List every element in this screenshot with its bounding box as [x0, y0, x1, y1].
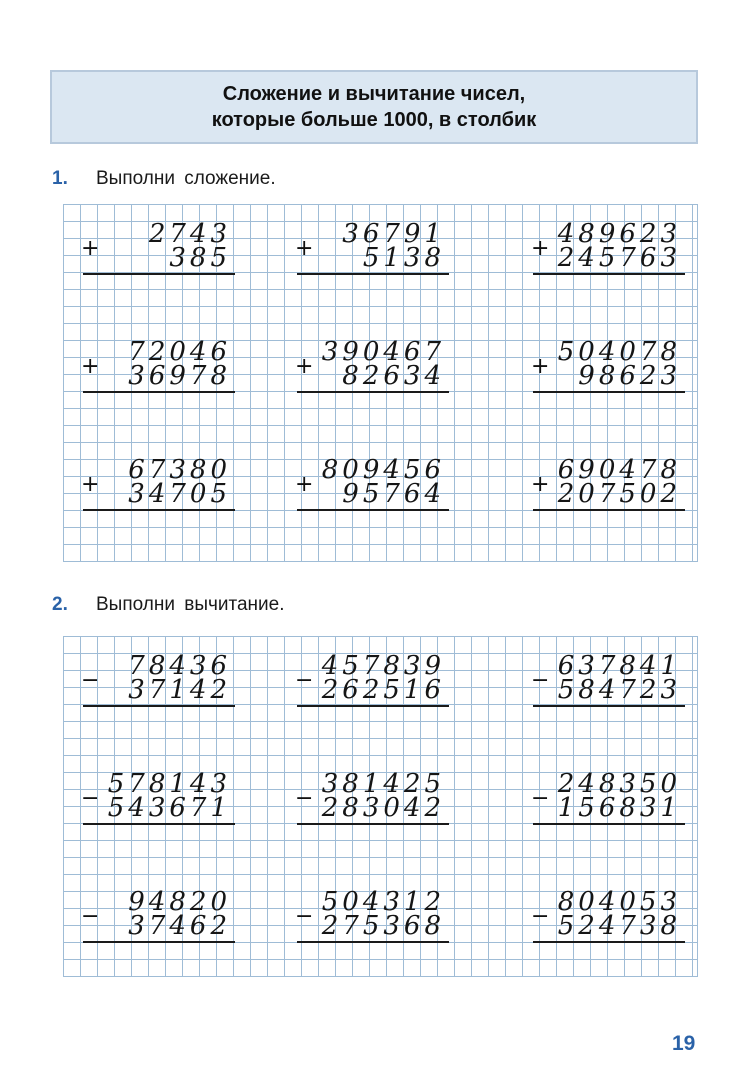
second-number: 245763 [557, 243, 681, 273]
problem-1-9 [531, 455, 681, 512]
problem-2-6 [531, 769, 681, 826]
first-number: 578143 [107, 769, 231, 799]
result-line [297, 509, 449, 511]
problem-1-6 [531, 337, 681, 394]
operator-sign: + [531, 236, 550, 261]
second-number: 36978 [128, 361, 231, 391]
result-line [297, 941, 449, 943]
result-line [533, 823, 685, 825]
operator-sign: − [81, 904, 100, 929]
operator-sign: − [531, 904, 550, 929]
result-line [83, 273, 235, 275]
task-1-grid [63, 204, 698, 562]
first-number: 67380 [128, 455, 231, 485]
first-number: 381425 [321, 769, 445, 799]
first-number: 809456 [321, 455, 445, 485]
operator-sign: − [531, 668, 550, 693]
second-number: 82634 [342, 361, 445, 391]
first-number: 504312 [321, 887, 445, 917]
problem-2-9 [531, 887, 681, 944]
operator-sign: − [295, 668, 314, 693]
title-box [50, 70, 698, 144]
result-line [297, 705, 449, 707]
problem-2-1 [81, 651, 231, 708]
result-line [83, 705, 235, 707]
second-number: 5138 [362, 243, 445, 273]
result-line [533, 705, 685, 707]
first-number: 36791 [342, 219, 445, 249]
operator-sign: + [531, 354, 550, 379]
problem-1-4 [81, 337, 231, 394]
operator-sign: − [295, 904, 314, 929]
operator-sign: + [81, 236, 100, 261]
second-number: 584723 [557, 675, 681, 705]
result-line [83, 941, 235, 943]
first-number: 637841 [557, 651, 681, 681]
result-line [533, 941, 685, 943]
first-number: 72046 [128, 337, 231, 367]
operator-sign: + [295, 354, 314, 379]
operator-sign: − [81, 786, 100, 811]
problem-1-5 [295, 337, 445, 394]
operator-sign: − [295, 786, 314, 811]
result-line [533, 509, 685, 511]
operator-sign: + [531, 472, 550, 497]
task-1-instruction: Выполни сложение. [96, 168, 276, 189]
first-number: 457839 [321, 651, 445, 681]
task-1-number: 1. [52, 168, 68, 189]
operator-sign: + [295, 472, 314, 497]
result-line [83, 823, 235, 825]
second-number: 385 [169, 243, 231, 273]
first-number: 804053 [557, 887, 681, 917]
operator-sign: + [81, 354, 100, 379]
result-line [533, 391, 685, 393]
problem-2-2 [295, 651, 445, 708]
second-number: 262516 [321, 675, 445, 705]
first-number: 78436 [128, 651, 231, 681]
problem-1-8 [295, 455, 445, 512]
result-line [297, 391, 449, 393]
title-line-2: которые больше 1000, в столбик [211, 109, 537, 131]
first-number: 690478 [557, 455, 681, 485]
first-number: 2743 [148, 219, 231, 249]
second-number: 524738 [557, 911, 681, 941]
problem-1-1 [81, 219, 231, 276]
task-2-number: 2. [52, 594, 68, 615]
page-number: 19 [672, 1032, 696, 1055]
second-number: 207502 [557, 479, 681, 509]
problem-2-3 [531, 651, 681, 708]
second-number: 543671 [107, 793, 231, 823]
first-number: 489623 [557, 219, 681, 249]
problem-1-7 [81, 455, 231, 512]
task-2-grid [63, 636, 698, 977]
second-number: 37462 [128, 911, 231, 941]
result-line [83, 509, 235, 511]
problem-2-7 [81, 887, 231, 944]
problem-1-3 [531, 219, 681, 276]
operator-sign: + [81, 472, 100, 497]
second-number: 37142 [128, 675, 231, 705]
first-number: 390467 [321, 337, 445, 367]
result-line [83, 391, 235, 393]
task-2-heading [52, 594, 285, 616]
task-1-heading [52, 168, 276, 190]
second-number: 275368 [321, 911, 445, 941]
first-number: 248350 [557, 769, 681, 799]
result-line [297, 823, 449, 825]
second-number: 283042 [321, 793, 445, 823]
problem-2-4 [81, 769, 231, 826]
second-number: 98623 [578, 361, 681, 391]
first-number: 504078 [557, 337, 681, 367]
second-number: 95764 [342, 479, 445, 509]
second-number: 156831 [557, 793, 681, 823]
problem-1-2 [295, 219, 445, 276]
problem-2-8 [295, 887, 445, 944]
task-2-instruction: Выполни вычитание. [96, 594, 285, 615]
operator-sign: − [531, 786, 550, 811]
result-line [297, 273, 449, 275]
operator-sign: + [295, 236, 314, 261]
problem-2-5 [295, 769, 445, 826]
first-number: 94820 [128, 887, 231, 917]
result-line [533, 273, 685, 275]
operator-sign: − [81, 668, 100, 693]
second-number: 34705 [128, 479, 231, 509]
title-line-1: Сложение и вычитание чисел, [222, 83, 526, 105]
